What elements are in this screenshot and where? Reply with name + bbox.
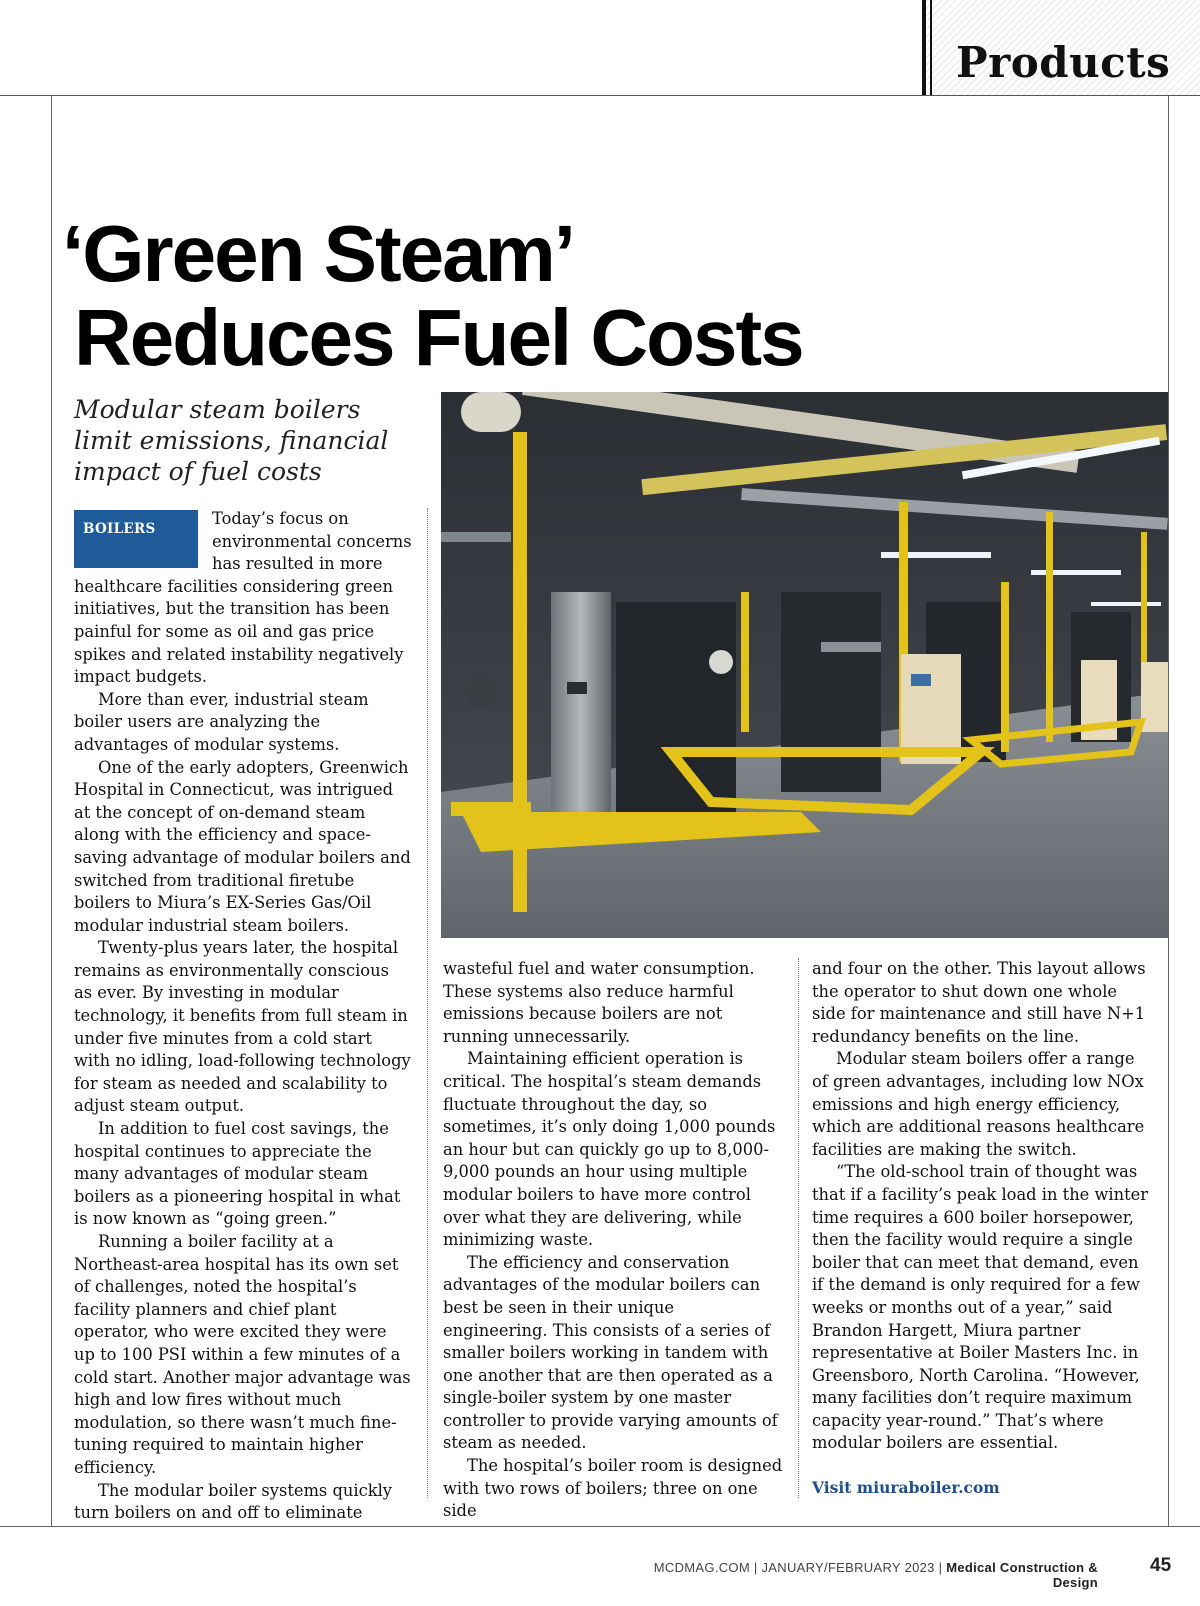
- page-frame-right: [1168, 96, 1169, 1526]
- section-label: Products: [956, 38, 1171, 87]
- paragraph: One of the early adopters, Greenwich Hospital in Connecticut, was intrigued at the concept of on-demand steam along with the efficiency and space-saving advantage of modular boilers and switched from traditional firetube boilers to Miura’s EX-Series Gas/Oil modular industrial steam boilers.: [74, 757, 411, 935]
- footer-issue: JANUARY/FEBRUARY 2023: [761, 1560, 935, 1575]
- paragraph: Running a boiler facility at a Northeast-area hospital has its own set of challenges, noted the hospital’s facility planners and chief plant operator, who were excited they were up to 100 PSI within a few minutes of a cold start. Another major advantage was high and low fires without much modulation, so there wasn’t much fine-tuning required to maintain higher efficiency.: [74, 1232, 411, 1477]
- paragraph: The efficiency and conservation advantages of the modular boilers can best be seen in their unique engineering. This consists of a series of smaller boilers working in tandem with one another that are then operated as a single-boiler system by one master controller to provide varying amounts of steam as needed.: [443, 1252, 778, 1453]
- footer-publication: Medical Construction & Design: [946, 1560, 1098, 1590]
- article-column-3: [812, 958, 1152, 1455]
- article-deck: Modular steam boilers limit emissions, financial impact of fuel costs: [74, 395, 389, 486]
- article-column-1: [74, 508, 412, 1525]
- paragraph: Twenty-plus years later, the hospital remains as environmentally conscious as ever. By investing in modular technology, it benefits from full steam in under five minutes from a cold start with no idling, load-following technology for steam as needed and scalability to adjust steam output.: [74, 938, 411, 1116]
- page-number: 45: [1150, 1555, 1172, 1576]
- category-tag: BOILERS: [74, 510, 198, 568]
- boiler-room-photo: [441, 392, 1168, 938]
- paragraph: Today’s focus on environmental concerns has resulted in more healthcare facilities considering green initiatives, but the transition has been painful for some as oil and gas price spikes and related instability negatively impact budgets.: [74, 509, 412, 687]
- headline-line-1: ‘Green Steam’: [62, 209, 575, 298]
- paragraph: “The old-school train of thought was that if a facility’s peak load in the winter time requires a 600 boiler horsepower, then the facility would require a single boiler that can meet that demand, even if the demand is only required for a few weeks or months out of a year,” said Brandon Hargett, Miura partner representative at Boiler Masters Inc. in Greensboro, North Carolina. “However, many facilities don’t require maximum capacity year-round.” That’s where modular boilers are essential.: [812, 1162, 1149, 1453]
- paragraph: In addition to fuel cost savings, the hospital continues to appreciate the many advantages of modular steam boilers as a pioneering hospital in what is now known as “going green.”: [74, 1119, 401, 1229]
- footer-rule: [0, 1526, 1200, 1527]
- paragraph: The modular boiler systems quickly turn boilers on and off to eliminate: [74, 1480, 392, 1523]
- paragraph: and four on the other. This layout allows the operator to shut down one whole side for maintenance and still have N+1 redundancy benefits on the line.: [812, 959, 1146, 1046]
- section-header-bar: [922, 0, 926, 95]
- header-rule: [0, 95, 1200, 96]
- paragraph: The hospital’s boiler room is designed with two rows of boilers; three on one side: [443, 1456, 783, 1521]
- page-footer: MCDMAG.COM | JANUARY/FEBRUARY 2023 | Medical Construction & Design: [653, 1560, 1098, 1590]
- page-frame-left: [51, 96, 52, 1526]
- column-divider-1: [427, 508, 428, 1498]
- footer-site: MCDMAG.COM: [653, 1560, 750, 1575]
- visit-website-link[interactable]: Visit miuraboiler.com: [812, 1478, 1000, 1497]
- paragraph: More than ever, industrial steam boiler users are analyzing the advantages of modular systems.: [74, 689, 369, 754]
- article-column-2: [443, 958, 783, 1523]
- article-headline: [62, 209, 962, 382]
- column-divider-2: [798, 958, 799, 1498]
- paragraph: Modular steam boilers offer a range of green advantages, including low NOx emissions and high energy efficiency, which are additional reasons healthcare facilities are making the switch.: [812, 1049, 1145, 1159]
- paragraph: wasteful fuel and water consumption. These systems also reduce harmful emissions because boilers are not running unnecessarily.: [443, 959, 755, 1046]
- paragraph: Maintaining efficient operation is critical. The hospital’s steam demands fluctuate throughout the day, so sometimes, it’s only doing 1,000 pounds an hour but can quickly go up to 8,000-9,000 pounds an hour using multiple modular boilers to have more control over what they are delivering, while minimizing waste.: [443, 1049, 776, 1250]
- section-header-bar-thin: [930, 0, 932, 95]
- headline-line-2: Reduces Fuel Costs: [74, 293, 803, 382]
